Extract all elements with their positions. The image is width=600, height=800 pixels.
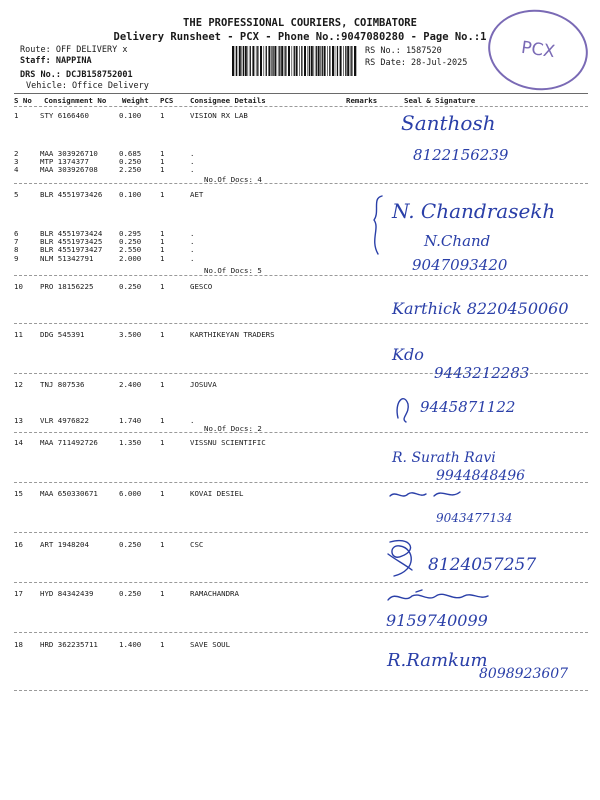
row-consignment: MTP 1374377 [40,157,89,166]
barcode-bar [324,46,326,76]
row-pcs: 1 [160,190,165,199]
barcode-bar [304,46,306,76]
row-weight: 6.000 [119,489,142,498]
row-weight: 0.250 [119,589,142,598]
row-weight: 0.100 [119,111,142,120]
document-title: THE PROFESSIONAL COURIERS, COIMBATORE [183,17,417,29]
row-weight: 1.400 [119,640,142,649]
row-sno: 7 [14,237,19,246]
svg-text:N.Chand: N.Chand [424,232,491,250]
row-pcs: 1 [160,229,165,238]
handwritten-signature [395,108,545,168]
col-sno: S No [14,96,32,105]
row-sno: 8 [14,245,19,254]
row-consignee: JOSUVA [190,380,217,389]
col-weight: Weight [122,96,149,105]
row-sno: 5 [14,190,19,199]
rs-date: RS Date: 28-Jul-2025 [365,58,468,68]
barcode-bar [311,46,313,76]
barcode-bar [285,46,286,76]
row-consignee: . [190,165,195,174]
row-sno: 10 [14,282,23,291]
barcode-bar [274,46,276,76]
barcode-bar [354,46,356,76]
svg-text:8124057257: 8124057257 [428,555,537,575]
row-consignment: NLM 51342791 [40,254,94,263]
row-pcs: 1 [160,111,165,120]
row-pcs: 1 [160,149,165,158]
row-consignee: . [190,254,195,263]
row-consignee: VISSNU SCIENTIFIC [190,438,266,447]
barcode-bar [260,46,262,76]
col-remarks: Remarks [346,96,378,105]
row-weight: 1.740 [119,416,142,425]
row-pcs: 1 [160,165,165,174]
barcode [232,46,357,76]
col-signature: Seal & Signature [404,96,476,105]
barcode-bar [281,46,283,76]
barcode-bar [335,46,336,76]
barcode-bar [271,46,272,76]
barcode-bar [345,46,346,76]
barcode-bar [296,46,298,76]
barcode-bar [257,46,258,76]
row-consignment: MAA 303926710 [40,149,98,158]
barcode-bar [248,46,249,76]
barcode-bar [268,46,270,76]
row-weight: 2.400 [119,380,142,389]
row-pcs: 1 [160,416,165,425]
row-weight: 0.295 [119,229,142,238]
barcode-bar [235,46,236,76]
col-consignment: Consignment No [44,96,107,105]
barcode-bar [347,46,349,76]
row-consignment: STY 6166460 [40,111,89,120]
handwritten-signature [390,290,580,326]
row-sno: 14 [14,438,23,447]
barcode-bar [250,46,251,76]
barcode-bar [316,46,317,76]
barcode-bar [340,46,342,76]
barcode-bar [318,46,320,76]
barcode-bar [350,46,351,76]
docs-note: No.Of Docs: 4 [204,175,262,184]
row-consignment: HYD 84342439 [40,589,94,598]
row-weight: 0.685 [119,149,142,158]
barcode-bar [242,46,243,76]
row-separator [14,532,588,533]
row-consignment: BLR 4551973427 [40,245,103,254]
row-pcs: 1 [160,245,165,254]
handwritten-signature [368,188,568,276]
row-sno: 9 [14,254,19,263]
row-weight: 3.500 [119,330,142,339]
svg-text:N. Chandrasekh: N. Chandrasekh [392,199,556,223]
handwritten-signature [390,338,560,382]
barcode-bar [236,46,237,76]
staff-label: Staff: NAPPINA [20,56,92,66]
row-consignment: MAA 711492726 [40,438,98,447]
barcode-bar [351,46,352,76]
svg-text:9047093420: 9047093420 [412,256,508,274]
route-label: Route: OFF DELIVERY x [20,45,128,55]
row-sno: 15 [14,489,23,498]
barcode-bar [245,46,247,76]
barcode-bar [278,46,279,76]
barcode-bar [243,46,244,76]
col-consignee: Consignee Details [190,96,266,105]
barcode-bar [337,46,338,76]
row-weight: 0.250 [119,540,142,549]
barcode-bar [322,46,323,76]
row-separator [14,183,588,184]
row-weight: 0.250 [119,157,142,166]
row-consignee: . [190,149,195,158]
row-pcs: 1 [160,380,165,389]
row-consignment: BLR 4551973425 [40,237,103,246]
barcode-bar [256,46,257,76]
row-pcs: 1 [160,489,165,498]
drs-number: DRS No.: DCJB158752001 [20,70,133,80]
row-consignment: TNJ 807536 [40,380,85,389]
barcode-bar [252,46,254,76]
handwritten-signature [385,638,575,688]
row-consignee: KARTHIKEYAN TRADERS [190,330,275,339]
row-sno: 1 [14,111,19,120]
row-pcs: 1 [160,157,165,166]
row-consignment: ART 1948204 [40,540,89,549]
row-consignee: VISION RX LAB [190,111,248,120]
barcode-bar [301,46,302,76]
svg-text:9445871122: 9445871122 [420,398,516,416]
row-sno: 11 [14,330,23,339]
row-consignee: SAVE SOUL [190,640,231,649]
barcode-bar [327,46,328,76]
svg-text:9159740099: 9159740099 [386,611,488,630]
row-consignment: MAA 303926708 [40,165,98,174]
row-pcs: 1 [160,640,165,649]
col-pcs: PCS [160,96,174,105]
barcode-bar [343,46,344,76]
barcode-bar [309,46,310,76]
row-sno: 4 [14,165,19,174]
row-weight: 1.350 [119,438,142,447]
row-consignee: . [190,157,195,166]
row-weight: 0.250 [119,282,142,291]
row-pcs: 1 [160,282,165,291]
row-consignment: VLR 4976822 [40,416,89,425]
svg-text:8098923607: 8098923607 [479,666,569,682]
row-sno: 2 [14,149,19,158]
row-consignee: GESCO [190,282,213,291]
row-sno: 13 [14,416,23,425]
barcode-bar [284,46,285,76]
svg-text:R. Surath Ravi: R. Surath Ravi [392,450,496,466]
row-consignment: HRD 362235711 [40,640,98,649]
barcode-bar [288,46,290,76]
row-pcs: 1 [160,237,165,246]
row-consignment: MAA 650330671 [40,489,98,498]
svg-text:Santhosh: Santhosh [401,111,496,135]
barcode-bar [294,46,295,76]
barcode-bar [239,46,241,76]
row-consignment: DDG 545391 [40,330,85,339]
barcode-bar [299,46,300,76]
row-consignee: CSC [190,540,204,549]
handwritten-signature [378,534,568,586]
svg-text:9043477134: 9043477134 [436,511,513,525]
barcode-bar [320,46,321,76]
row-consignee: KOVAI DESIEL [190,489,244,498]
pcx-stamp: PCX [483,3,593,96]
row-pcs: 1 [160,589,165,598]
row-weight: 0.250 [119,237,142,246]
barcode-bar [264,46,265,76]
barcode-bar [272,46,273,76]
handwritten-signature [390,440,560,486]
row-consignment: PRO 18156225 [40,282,94,291]
row-consignee: AET [190,190,204,199]
row-pcs: 1 [160,254,165,263]
docs-note: No.Of Docs: 5 [204,266,262,275]
docs-note: No.Of Docs: 2 [204,424,262,433]
row-pcs: 1 [160,330,165,339]
svg-text:R.Ramkum: R.Ramkum [387,650,488,671]
row-weight: 2.250 [119,165,142,174]
row-consignee: . [190,245,195,254]
header-rule-top [14,93,588,94]
row-sno: 18 [14,640,23,649]
row-sno: 16 [14,540,23,549]
row-consignment: BLR 4551973426 [40,190,103,199]
runsheet-subtitle: Delivery Runsheet - PCX - Phone No.:9047080280 - Page No.:1 [113,31,487,43]
barcode-bar [314,46,315,76]
barcode-bar [292,46,293,76]
vehicle-label: Vehicle: Office Delivery [26,81,149,91]
barcode-bar [279,46,280,76]
row-consignment: BLR 4551973424 [40,229,103,238]
row-separator [14,690,588,691]
row-weight: 2.000 [119,254,142,263]
row-consignee: RAMACHANDRA [190,589,239,598]
header-rule-bottom [14,106,588,107]
row-weight: 0.100 [119,190,142,199]
row-sno: 12 [14,380,23,389]
barcode-bar [232,46,234,76]
row-weight: 2.550 [119,245,142,254]
svg-text:Karthick 8220450060: Karthick 8220450060 [392,299,569,318]
handwritten-signature [376,586,556,634]
svg-text:8122156239: 8122156239 [413,146,509,164]
barcode-bar [329,46,330,76]
handwritten-signature [390,384,560,428]
barcode-bar [266,46,267,76]
row-pcs: 1 [160,438,165,447]
svg-text:9443212283: 9443212283 [434,364,530,382]
barcode-bar [308,46,309,76]
row-sno: 6 [14,229,19,238]
row-sno: 17 [14,589,23,598]
rs-number: RS No.: 1587520 [365,46,442,56]
row-consignee: . [190,237,195,246]
row-pcs: 1 [160,540,165,549]
row-separator [14,432,588,433]
svg-text:9944848496: 9944848496 [436,468,526,484]
barcode-bar [332,46,334,76]
handwritten-signature [386,484,556,530]
row-consignee: . [190,416,195,425]
svg-text:Kdo: Kdo [392,345,424,364]
row-sno: 3 [14,157,19,166]
row-consignee: . [190,229,195,238]
